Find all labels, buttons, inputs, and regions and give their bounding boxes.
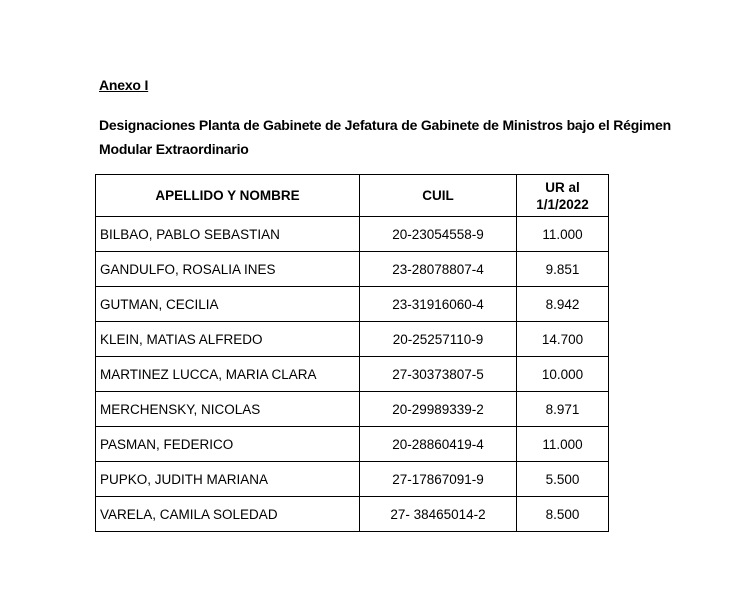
cell-ur: 11.000 (517, 427, 609, 462)
table-row (96, 252, 609, 287)
table-row (96, 462, 609, 497)
document-title: Designaciones Planta de Gabinete de Jefatura de Gabinete de Ministros bajo el Régimen Modular Extraordinario (99, 117, 671, 157)
cell-ur: 9.851 (517, 252, 609, 287)
cell-cuil: 27-17867091-9 (360, 462, 517, 497)
cell-cuil: 27-30373807-5 (360, 357, 517, 392)
header-ur (517, 175, 609, 217)
cell-name: GUTMAN, CECILIA (96, 287, 360, 322)
annex-label: Anexo I (99, 77, 149, 93)
cell-cuil: 20-29989339-2 (360, 392, 517, 427)
cell-ur: 11.000 (517, 217, 609, 252)
cell-cuil: 23-31916060-4 (360, 287, 517, 322)
header-ur-line2: 1/1/2022 (536, 196, 589, 212)
cell-ur: 8.971 (517, 392, 609, 427)
cell-name: VARELA, CAMILA SOLEDAD (96, 497, 360, 532)
cell-ur: 8.500 (517, 497, 609, 532)
cell-name: PASMAN, FEDERICO (96, 427, 360, 462)
cell-ur: 14.700 (517, 322, 609, 357)
header-row (96, 175, 609, 217)
cell-name: KLEIN, MATIAS ALFREDO (96, 322, 360, 357)
cell-ur: 8.942 (517, 287, 609, 322)
table-row (96, 217, 609, 252)
cell-cuil: 20-25257110-9 (360, 322, 517, 357)
cell-name: MARTINEZ LUCCA, MARIA CLARA (96, 357, 360, 392)
cell-ur: 10.000 (517, 357, 609, 392)
cell-cuil: 23-28078807-4 (360, 252, 517, 287)
header-cuil: CUIL (360, 175, 517, 217)
cell-name: PUPKO, JUDITH MARIANA (96, 462, 360, 497)
designations-table (95, 174, 609, 532)
cell-name: BILBAO, PABLO SEBASTIAN (96, 217, 360, 252)
table-row (96, 392, 609, 427)
table-body (96, 217, 609, 532)
header-ur-line1: UR al (545, 179, 580, 195)
cell-name: GANDULFO, ROSALIA INES (96, 252, 360, 287)
table-row (96, 357, 609, 392)
table-row (96, 427, 609, 462)
cell-cuil: 20-23054558-9 (360, 217, 517, 252)
cell-ur: 5.500 (517, 462, 609, 497)
header-name: APELLIDO Y NOMBRE (96, 175, 360, 217)
table-row (96, 287, 609, 322)
cell-cuil: 27- 38465014-2 (360, 497, 517, 532)
table-row (96, 497, 609, 532)
table-row (96, 322, 609, 357)
cell-cuil: 20-28860419-4 (360, 427, 517, 462)
table-header (96, 175, 609, 217)
cell-name: MERCHENSKY, NICOLAS (96, 392, 360, 427)
